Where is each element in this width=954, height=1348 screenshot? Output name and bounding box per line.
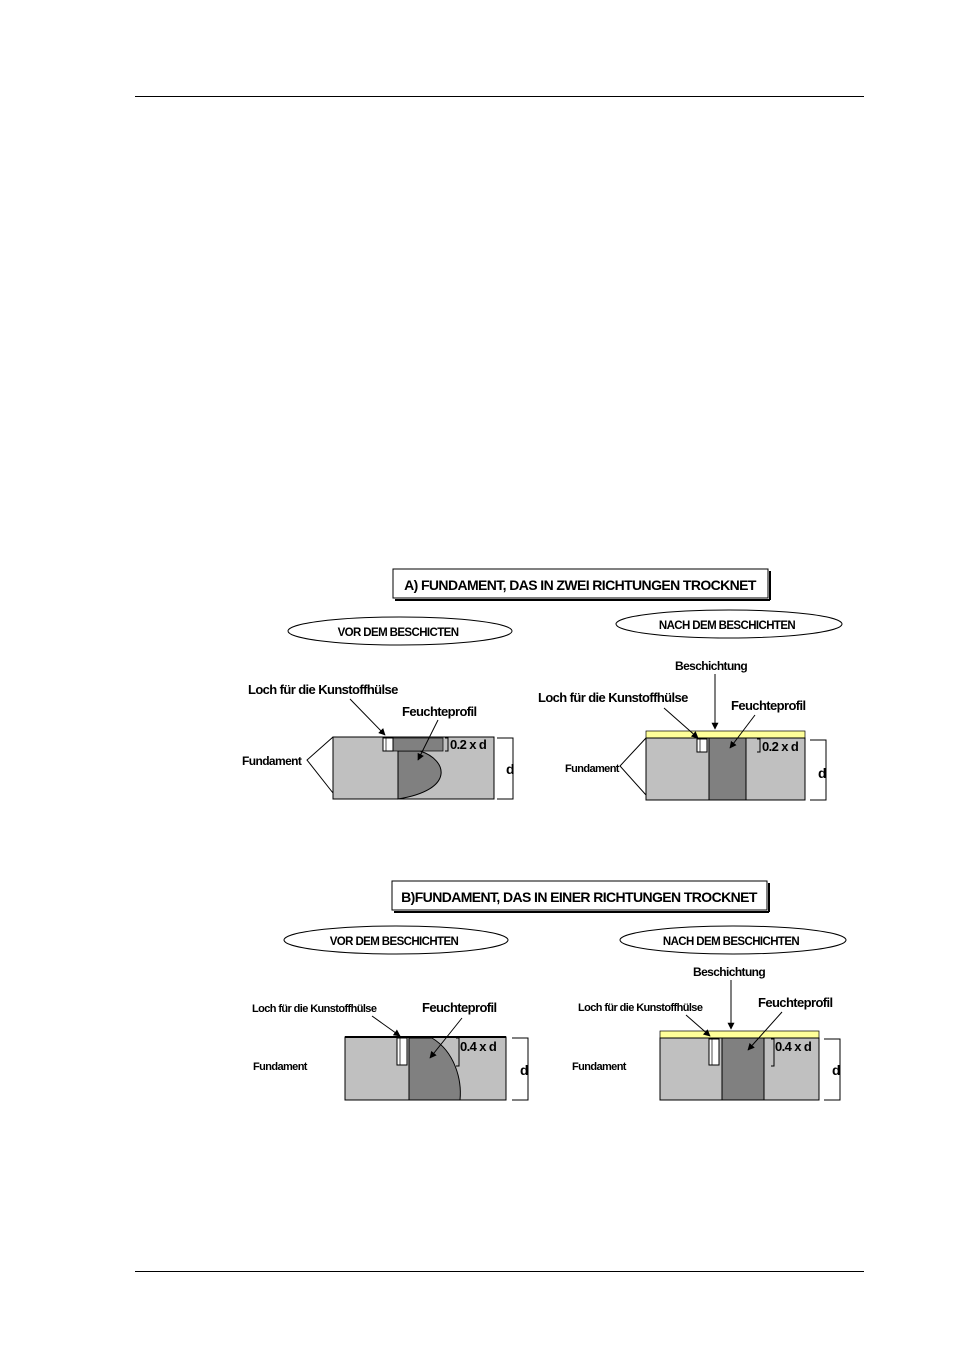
section-b-title: B)FUNDAMENT, DAS IN EINER RICHTUNGEN TROCKNET xyxy=(401,889,757,905)
plastic-sleeve-hole xyxy=(709,1039,719,1065)
depth-label: 0.4 x d xyxy=(775,1039,812,1054)
section-a-after xyxy=(538,610,842,800)
depth-label: 0.2 x d xyxy=(762,739,799,754)
section-a-title: A) FUNDAMENT, DAS IN ZWEI RICHTUNGEN TROCKNET xyxy=(404,577,756,593)
d-label: d xyxy=(818,765,826,781)
d-label: d xyxy=(506,761,514,777)
after-label: NACH DEM BESCHICHTEN xyxy=(658,620,796,632)
hole-label: Loch für die Kunstoffhülse xyxy=(538,690,688,705)
foundation-leader xyxy=(620,738,646,795)
plastic-sleeve-hole xyxy=(383,738,393,751)
foundation-leader xyxy=(307,737,333,793)
coating-layer xyxy=(660,1031,819,1038)
section-b-before xyxy=(252,926,528,1100)
hole-leader xyxy=(350,699,385,735)
section-a xyxy=(242,569,842,800)
before-label: VOR DEM BESCHICTEN xyxy=(337,627,459,639)
moisture-label: Feuchteprofil xyxy=(731,698,806,713)
after-label: NACH DEM BESCHICHTEN xyxy=(662,936,800,948)
section-a-before xyxy=(242,617,514,799)
foundation-label: Fundament xyxy=(253,1061,307,1073)
d-label: d xyxy=(832,1062,840,1078)
section-b xyxy=(252,881,846,1100)
coating-layer xyxy=(646,731,805,738)
moisture-label: Feuchteprofil xyxy=(402,704,477,719)
moisture-label: Feuchteprofil xyxy=(758,995,833,1010)
foundation-label: Fundament xyxy=(242,754,302,768)
foundation-label: Fundament xyxy=(572,1061,626,1073)
d-label: d xyxy=(520,1062,528,1078)
coating-label: Beschichtung xyxy=(675,659,748,673)
hole-leader xyxy=(372,1016,400,1036)
moisture-top-band xyxy=(388,738,443,751)
section-b-after xyxy=(572,926,846,1100)
moisture-profile xyxy=(709,738,746,800)
before-label: VOR DEM BESCHICHTEN xyxy=(329,936,459,948)
coating-label: Beschichtung xyxy=(693,965,766,979)
depth-label: 0.4 x d xyxy=(460,1039,497,1054)
hole-label: Loch für die Kunstoffhülse xyxy=(578,1002,703,1014)
foundation-label: Fundament xyxy=(565,763,619,775)
moisture-profile xyxy=(722,1038,764,1100)
hole-label: Loch für die Kunstoffhülse xyxy=(248,682,398,697)
plastic-sleeve-hole xyxy=(397,1038,407,1065)
plastic-sleeve-hole xyxy=(697,739,707,752)
moisture-label: Feuchteprofil xyxy=(422,1000,497,1015)
depth-label: 0.2 x d xyxy=(450,737,487,752)
hole-label: Loch für die Kunstoffhülse xyxy=(252,1003,377,1015)
